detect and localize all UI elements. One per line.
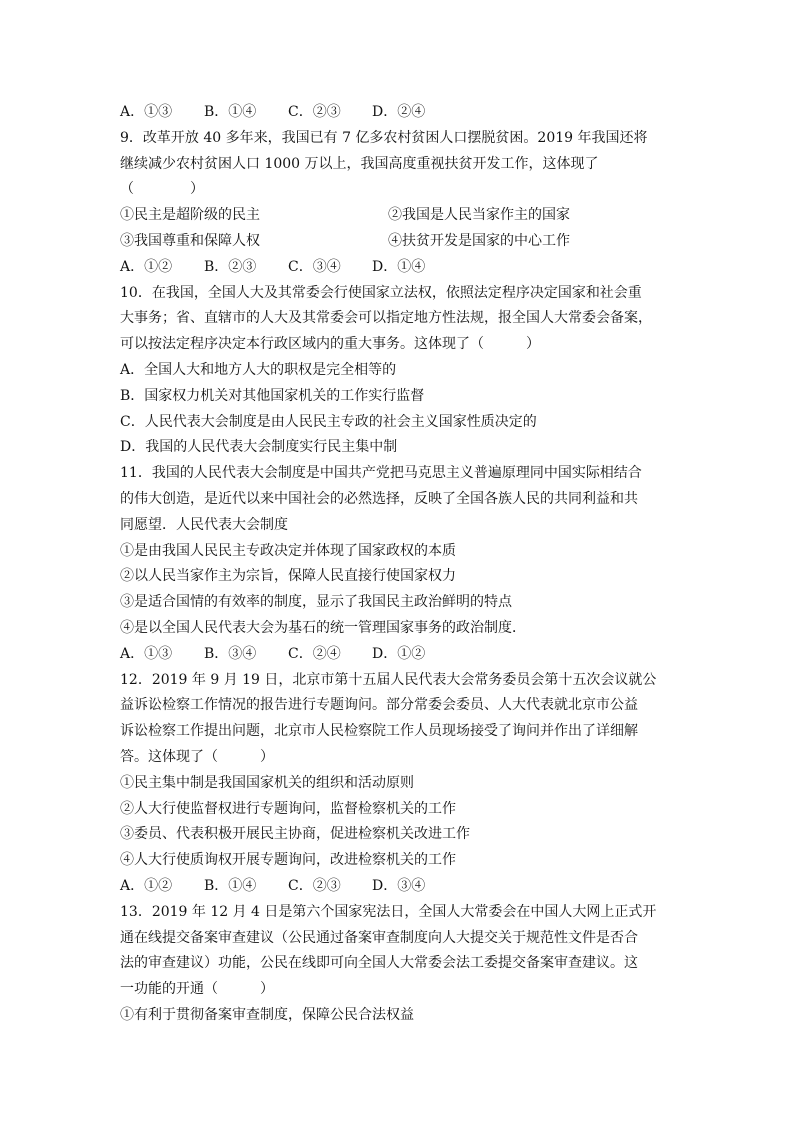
question-text-line: 答。这体现了（ ）: [120, 748, 274, 765]
statement-item: ③我国尊重和保障人权: [120, 232, 260, 249]
option-c[interactable]: C．②③: [288, 877, 341, 894]
option-a[interactable]: A．①②: [120, 877, 173, 894]
question-text-line: 的伟大创造，是近代以来中国社会的必然选择，反映了全国各族人民的共同利益和共: [120, 490, 638, 507]
statement-item: ①是由我国人民民主专政决定并体现了国家政权的本质: [120, 542, 456, 559]
statement-item: ③委员、代表积极开展民主协商，促进检察机关改进工作: [120, 826, 470, 843]
question-text-line: 10．在我国，全国人大及其常委会行使国家立法权，依照法定程序决定国家和社会重: [120, 284, 642, 301]
question-text-line: 12．2019 年 9 月 19 日，北京市第十五届人民代表大会常务委员会第十五次会议就公: [120, 671, 657, 688]
choice-b[interactable]: B．国家权力机关对其他国家机关的工作实行监督: [120, 387, 425, 404]
option-b[interactable]: B．①④: [204, 877, 257, 894]
question-12: [120, 668, 680, 900]
question-13: [120, 900, 680, 1029]
question-text-line: 13．2019 年 12 月 4 日是第六个国家宪法日，全国人大常委会在中国人大网上正式开: [120, 903, 657, 920]
statement-item: ④是以全国人民代表大会为基石的统一管理国家事务的政治制度．: [120, 619, 526, 636]
question-9: [120, 126, 680, 281]
question-text-line: 一功能的开通（ ）: [120, 981, 274, 998]
statement-item: ④扶贫开发是国家的中心工作: [388, 232, 570, 249]
question-text-line: 可以按法定程序决定本行政区域内的重大事务。这体现了（ ）: [120, 336, 540, 353]
option-b[interactable]: B．①④: [204, 104, 257, 120]
answer-options-q11: [120, 642, 680, 668]
statement-item: ②以人民当家作主为宗旨，保障人民直接行使国家权力: [120, 568, 456, 585]
question-text-line: （ ）: [120, 181, 204, 198]
statement-item: ②我国是人民当家作主的国家: [388, 207, 570, 224]
question-text-line: 9．改革开放 40 多年来，我国已有 7 亿多农村贫困人口摆脱贫困。2019 年我国还将: [120, 129, 648, 146]
statement-item: ①民主是超阶级的民主: [120, 207, 260, 224]
option-d[interactable]: D．①②: [372, 645, 426, 662]
option-a[interactable]: A．①③: [120, 104, 173, 120]
question-text-line: 大事务；省、直辖市的人大及其常委会可以指定地方性法规，报全国人大常委会备案，: [120, 310, 652, 327]
option-a[interactable]: A．①②: [120, 258, 173, 275]
question-text-line: 诉讼检察工作提出问题，北京市人民检察院工作人员现场接受了询问并作出了详细解: [120, 723, 638, 740]
option-d[interactable]: D．③④: [372, 877, 426, 894]
question-list: [120, 100, 680, 1029]
option-c[interactable]: C．②③: [288, 104, 341, 120]
question-text-line: 益诉讼检察工作情况的报告进行专题询问。部分常委会委员、人大代表就北京市公益: [120, 697, 638, 714]
question-text-line: 继续减少农村贫困人口 1000 万以上，我国高度重视扶贫开发工作，这体现了: [120, 155, 599, 172]
statement-row: [120, 229, 680, 255]
option-a[interactable]: A．①③: [120, 645, 173, 662]
option-c[interactable]: C．②④: [288, 645, 341, 662]
question-11: [120, 461, 680, 667]
question-text-line: 法的审查建议）功能，公民在线即可向全国人大常委会法工委提交备案审查建议。这: [120, 955, 638, 972]
question-text-line: 同愿望．人民代表大会制度: [120, 516, 288, 533]
question-text-line: 11．我国的人民代表大会制度是中国共产党把马克思主义普遍原理同中国实际相结合: [120, 465, 642, 482]
option-c[interactable]: C．③④: [288, 258, 341, 275]
question-10: [120, 281, 680, 462]
answer-options-q12: [120, 874, 680, 900]
answer-options-q9: [120, 255, 680, 281]
answer-options-q8: [120, 100, 680, 126]
option-b[interactable]: B．②③: [204, 258, 257, 275]
statement-item: ③是适合国情的有效率的制度，显示了我国民主政治鲜明的特点: [120, 594, 512, 611]
question-text-line: 通在线提交备案审查建议（公民通过备案审查制度向人大提交关于规范性文件是否合: [120, 929, 638, 946]
statement-item: ①民主集中制是我国国家机关的组织和活动原则: [120, 774, 414, 791]
statement-row: [120, 203, 680, 229]
choice-d[interactable]: D．我国的人民代表大会制度实行民主集中制: [120, 439, 398, 456]
statement-item: ④人大行使质询权开展专题询问，改进检察机关的工作: [120, 852, 456, 869]
option-b[interactable]: B．③④: [204, 645, 257, 662]
statement-item: ①有利于贯彻备案审查制度，保障公民合法权益: [120, 1006, 414, 1023]
option-d[interactable]: D．①④: [372, 258, 426, 275]
choice-a[interactable]: A．全国人大和地方人大的职权是完全相等的: [120, 361, 397, 378]
option-d[interactable]: D．②④: [372, 104, 426, 120]
choice-c[interactable]: C．人民代表大会制度是由人民民主专政的社会主义国家性质决定的: [120, 413, 537, 430]
statement-item: ②人大行使监督权进行专题询问，监督检察机关的工作: [120, 800, 456, 817]
